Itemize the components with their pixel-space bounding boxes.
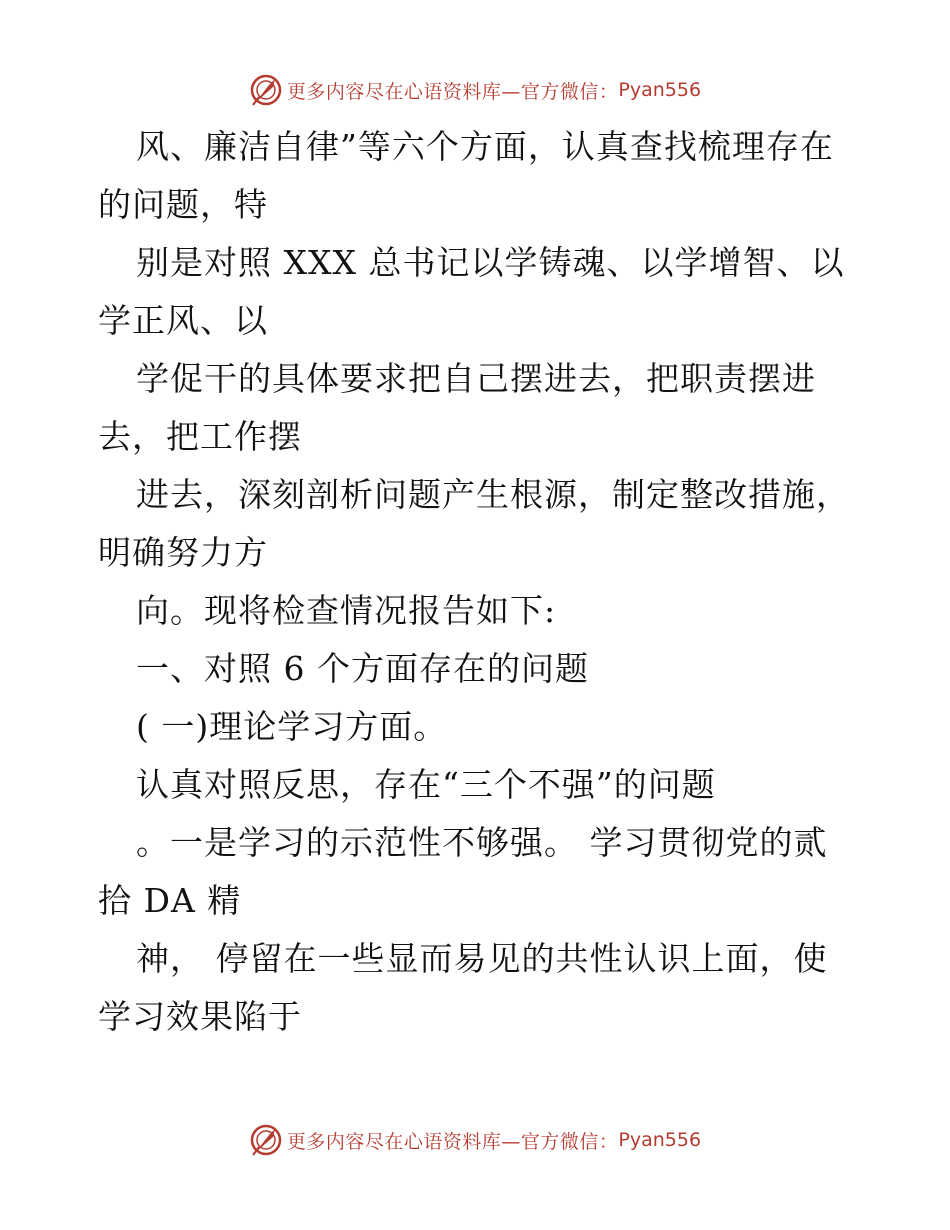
quill-logo-icon — [249, 1123, 283, 1157]
text-line: 学习效果陷于 — [98, 997, 302, 1036]
document-body — [98, 118, 858, 1046]
watermark-wechat-id: Pyan556 — [618, 79, 702, 101]
text-line: 神， 停留在一些显而易见的共性认识上面，使 — [136, 939, 828, 978]
text-line: 风、廉洁自律”等六个方面，认真查找梳理存在 — [136, 127, 834, 166]
watermark-wechat-id: Pyan556 — [618, 1129, 702, 1151]
text-line: 。一是学习的示范性不够强。 学习贯彻党的贰 — [136, 823, 828, 862]
watermark-text: 更多内容尽在心语资料库—官方微信： — [286, 1130, 619, 1153]
subsection-heading: ( 一)理论学习方面。 — [136, 707, 448, 746]
section-heading: 一、对照 6 个方面存在的问题 — [136, 649, 589, 688]
watermark-text: 更多内容尽在心语资料库—官方微信： — [286, 80, 619, 103]
text-line: 别是对照 XXX 总书记以学铸魂、以学增智、以 — [136, 243, 845, 282]
text-line: 去，把工作摆 — [98, 417, 302, 456]
header-watermark — [0, 70, 950, 110]
text-line: 进去，深刻剖析问题产生根源，制定整改措施， — [136, 475, 850, 514]
text-line: 的问题，特 — [98, 185, 268, 224]
text-line: 认真对照反思，存在“三个不强”的问题 — [136, 765, 716, 804]
quill-logo-icon — [249, 73, 283, 107]
text-line: 拾 DA 精 — [98, 881, 242, 920]
text-line: 学促干的具体要求把自己摆进去，把职责摆进 — [136, 359, 816, 398]
text-line: 向。现将检查情况报告如下: — [136, 591, 557, 630]
footer-watermark — [0, 1120, 950, 1160]
text-line: 明确努力方 — [98, 533, 268, 572]
text-line: 学正风、以 — [98, 301, 268, 340]
